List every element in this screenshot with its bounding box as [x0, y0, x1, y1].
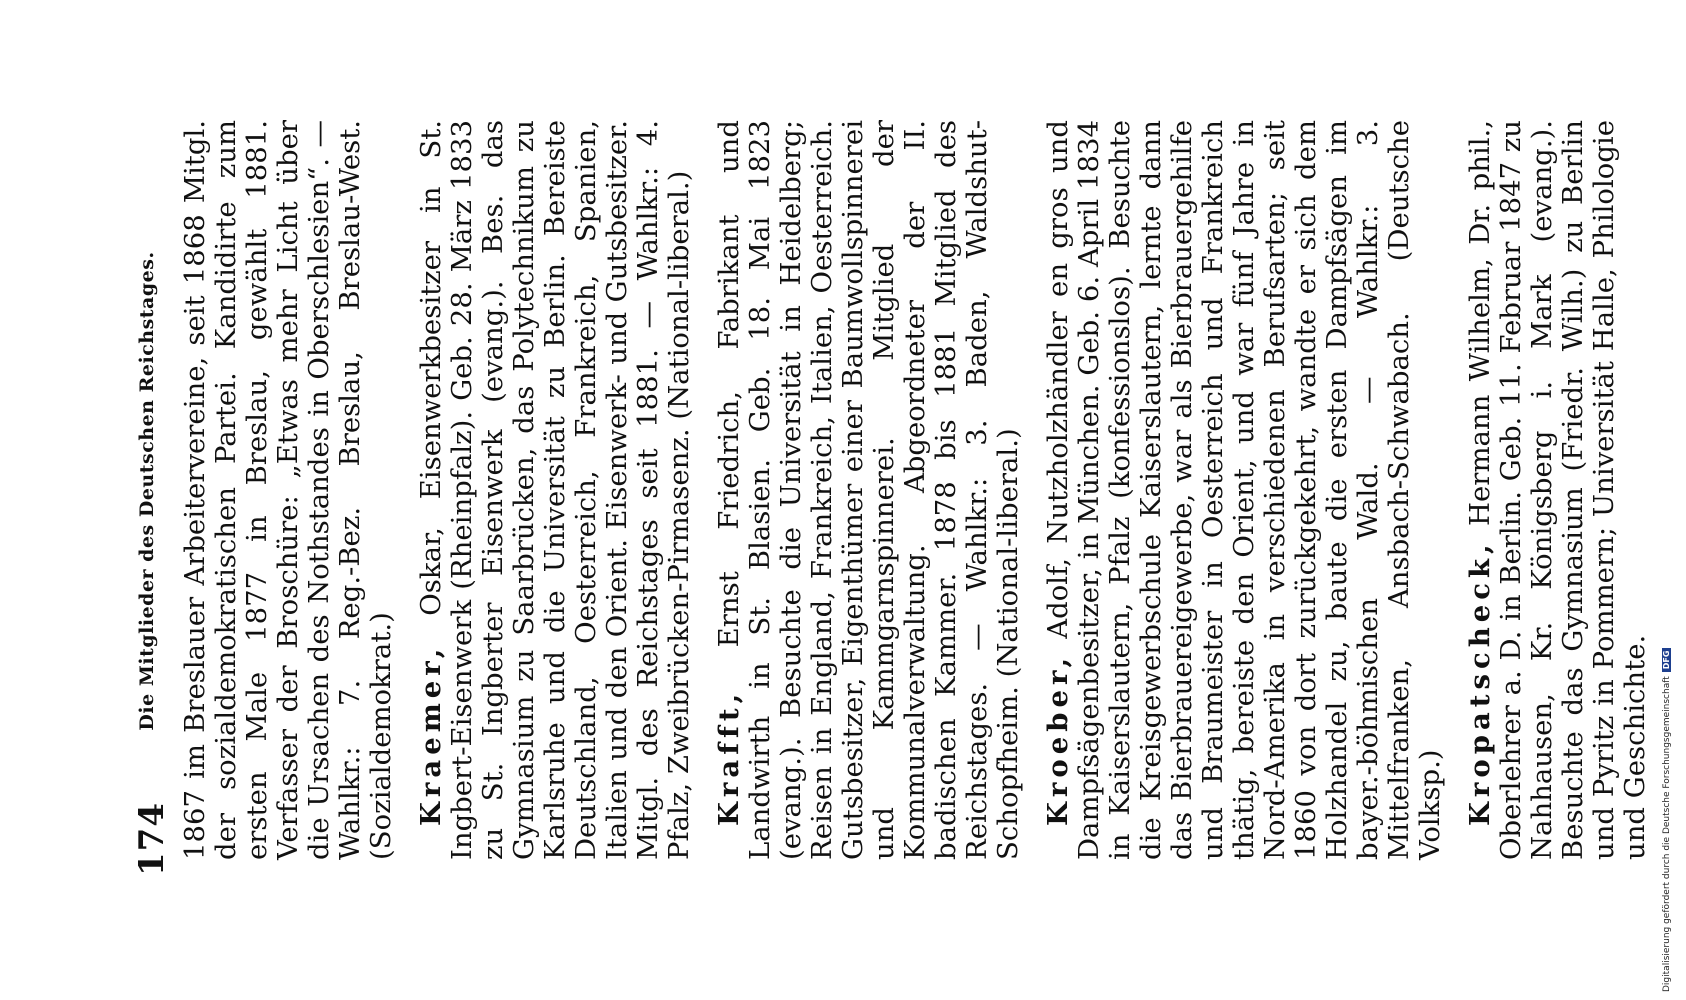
page-number: 174	[132, 802, 172, 876]
entry-text: Oskar, Eisenwerkbesitzer in St. Ingbert-Eisenwerk (Rheinpfalz). Geb. 28. März 1833 zu St. Ingberter Eisenwerk (evang.). Bes. das Gymnasium zu Saarbrücken, das Polytechnikum zu Karlsruhe und die Universität zu Berlin. Bereiste Deutschland, Oesterreich, Frankreich, Spanien, Italien und den Orient. Eisenwerk- und Gutsbesitzer. Mitgl. des Reichstages seit 1881. — Wahlkr.: 4. Pfalz, Zweibrücken-Pirmasenz. (National-liberal.)	[415, 120, 695, 860]
entry-text: Ernst Friedrich, Fabrikant und Landwirth in St. Blasien. Geb. 18. Mai 1823 (evang.). Besuchte die Universität in Heidelberg; Reisen in England, Frankreich, Italien, Oesterreich. Gutsbesitzer, Eigenthümer einer Baumwollspinnerei und Kammgarnspinnerei. Mitglied der Kommunalverwaltung. Abgeordneter der II. badischen Kammer. 1878 bis 1881 Mitglied des Reichstages. — Wahlkr.: 3. Baden, Waldshut-Schopfheim. (National-liberal.)	[713, 120, 1024, 860]
text-column	[180, 120, 1670, 860]
member-name: Krafft,	[713, 688, 745, 826]
member-entry	[180, 120, 397, 860]
page-header	[128, 106, 172, 876]
member-entry	[1043, 120, 1446, 860]
entry-text: Hermann Wilhelm, Dr. phil., Oberlehrer a. D. in Berlin. Geb. 11. Februar 1847 zu Nahhausen, Kr. Königsberg i. Mark (evang.). Besuchte das Gymnasium (Friedr. Wilh.) zu Berlin und Pyritz in Pommern; Universität Halle, Philologie und Geschichte.	[1464, 120, 1651, 860]
dfg-logo: DFG	[1662, 648, 1671, 673]
member-entry	[1465, 120, 1651, 860]
member-entry	[416, 120, 695, 860]
member-entry	[714, 120, 1024, 860]
member-name: Kroeber,	[1042, 652, 1074, 826]
member-name: Kraemer,	[415, 643, 447, 826]
entry-text: 1867 im Breslauer Arbeitervereine, seit 1868 Mitgl. der sozialdemokratischen Partei. Kandidirte zum ersten Male 1877 in Breslau, gewählt 1881. Verfasser der Broschüre: „Etwas mehr Licht über die Ursachen des Nothstandes in Oberschlesien“. — Wahlkr.: 7. Reg.-Bez. Breslau, Breslau-West. (Sozialdemokrat.)	[179, 120, 397, 860]
digitization-note-text: Digitalisierung gefördert durch die Deutsche Forschungsgemeinschaft	[1662, 676, 1672, 992]
running-title: Die Mitglieder des Deutschen Reichstages.	[136, 251, 158, 731]
entry-text: Adolf, Nutzholzhändler en gros und Dampfsägenbesitzer, in München. Geb. 6. April 1834 in Kaiserslautern, Pfalz (konfessionslos). Besuchte die Kreisgewerbschule Kaiserslautern, lernte dann das Bierbrauereigewerbe, war als Bierbrauergehilfe und Braumeister in Oesterreich und Frankreich thätig, bereiste den Orient, und war fünf Jahre in Nord-Amerika in verschiedenen Berufsarten; seit 1860 von dort zurückgekehrt, wandte er sich dem Holzhandel zu, baute die ersten Dampfsägen im bayer.-böhmischen Wald. — Wahlkr.: 3. Mittelfranken, Ansbach-Schwabach. (Deutsche Volksp.)	[1042, 120, 1446, 860]
member-name: Kropatscheck,	[1464, 539, 1496, 826]
digitization-note	[1662, 8, 1672, 992]
